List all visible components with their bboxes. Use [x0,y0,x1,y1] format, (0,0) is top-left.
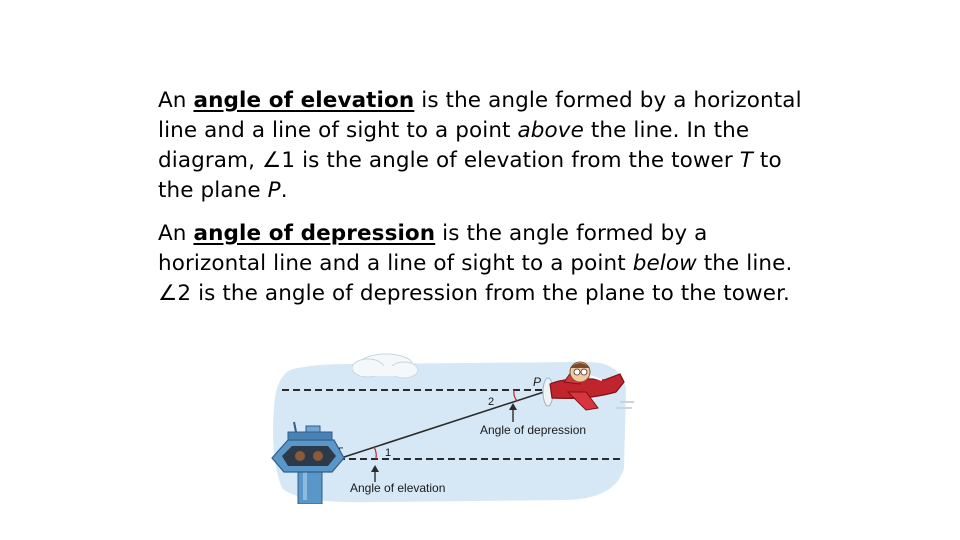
p2-mid: the line. [696,251,793,276]
p1-plane-var: P [267,178,281,203]
elevation-definition-paragraph [158,86,818,206]
p2-emph-below: below [632,251,697,276]
p1-end: . [280,178,288,203]
term-angle-of-elevation: angle of elevation [193,88,415,113]
p1-emph-above: above [517,118,584,143]
p1-angle-number: 1 [281,148,296,173]
p1-to-text: to the plane [158,148,782,203]
angle-symbol-icon: ∠ [158,281,178,306]
p1-tower-var: T [739,148,753,173]
p2-angle-number: 2 [177,281,192,306]
p2-rest: is the angle of depression from the plane to the tower. [191,281,790,306]
caption-angle-of-elevation: Angle of elevation [350,481,446,495]
cloud-icon [352,354,418,378]
depression-definition-paragraph [158,219,798,309]
term-angle-of-depression: angle of depression [193,221,436,246]
p1-mid: the line. In the diagram, [158,118,750,173]
p1-lead: An [158,88,194,113]
elevation-depression-diagram [268,348,640,504]
label-1: 1 [385,447,392,459]
p2-lead: An [158,221,194,246]
p1-after-term: is the angle formed by a horizontal line and a line of sight to a point [158,88,802,143]
angle-symbol-icon: ∠ [261,148,282,173]
label-2: 2 [488,396,495,408]
caption-angle-of-depression: Angle of depression [480,423,587,437]
label-p: P [533,375,542,389]
p2-after-term: is the angle formed by a horizontal line and a line of sight to a point [158,221,708,276]
p1-rest: is the angle of elevation from the tower [295,148,740,173]
